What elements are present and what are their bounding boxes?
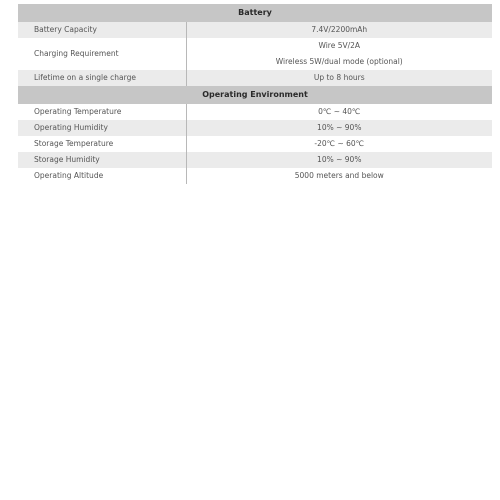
row-label: Battery Capacity	[18, 22, 186, 38]
row-label: Operating Altitude	[18, 168, 186, 184]
row-value: 7.4V/2200mAh	[186, 22, 492, 38]
table-row	[18, 22, 492, 38]
row-label: Operating Temperature	[18, 104, 186, 120]
row-label: Charging Requirement	[18, 38, 186, 70]
section-title: Operating Environment	[18, 86, 492, 104]
table-row	[18, 136, 492, 152]
row-value-line: Wireless 5W/dual mode (optional)	[275, 57, 403, 66]
section-header-operating-environment	[18, 86, 492, 104]
table-row	[18, 104, 492, 120]
section-title: Battery	[18, 4, 492, 22]
row-value-line: Wire 5V/2A	[318, 41, 361, 50]
row-value-multiline	[186, 38, 492, 70]
row-value: Up to 8 hours	[186, 70, 492, 86]
table-row	[18, 152, 492, 168]
row-value: 10% ~ 90%	[186, 120, 492, 136]
row-label: Operating Humidity	[18, 120, 186, 136]
row-value: 10% ~ 90%	[186, 152, 492, 168]
row-value: 5000 meters and below	[186, 168, 492, 184]
row-value: -20℃ ~ 60℃	[186, 136, 492, 152]
table-row	[18, 120, 492, 136]
section-header-battery	[18, 4, 492, 22]
row-label: Storage Temperature	[18, 136, 186, 152]
table-row	[18, 38, 492, 70]
table-row	[18, 70, 492, 86]
row-label: Lifetime on a single charge	[18, 70, 186, 86]
table-row	[18, 168, 492, 184]
row-label: Storage Humidity	[18, 152, 186, 168]
spec-table	[18, 4, 492, 184]
row-value: 0℃ ~ 40℃	[186, 104, 492, 120]
